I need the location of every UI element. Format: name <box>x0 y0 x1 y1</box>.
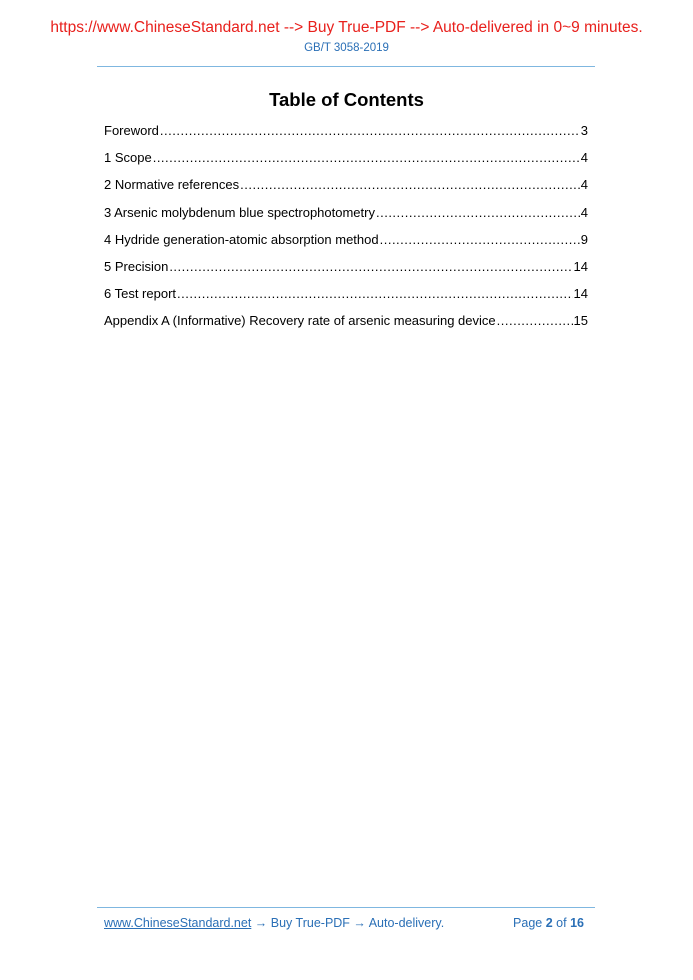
footer-tagline: → Buy True-PDF → Auto-delivery. <box>251 916 445 930</box>
toc-entry-normative-references[interactable] <box>104 175 588 202</box>
footer-divider <box>97 907 595 908</box>
footer-link-group <box>104 916 444 930</box>
toc-entry-text: 6 Test report <box>104 286 177 302</box>
toc-leader-dots <box>497 311 573 331</box>
banner-link-text[interactable]: https://www.ChineseStandard.net --> Buy True-PDF --> Auto-delivered in 0~9 minutes. <box>50 19 643 36</box>
toc-entry-arsenic-molybdenum[interactable] <box>104 203 588 230</box>
toc-entry-page: 9 <box>580 231 588 247</box>
table-of-contents <box>104 121 588 339</box>
toc-entry-text: Foreword <box>104 123 159 138</box>
toc-entry-scope[interactable] <box>104 148 588 175</box>
toc-entry-page: 15 <box>573 313 588 329</box>
toc-entry-page: 4 <box>580 150 588 166</box>
toc-entry-appendix-a[interactable] <box>104 311 588 338</box>
toc-leader-dots <box>160 121 580 141</box>
toc-entry-text: Appendix A (Informative) Recovery rate of arsenic measuring device <box>104 313 496 329</box>
toc-entry-text: 3 Arsenic molybdenum blue spectrophotometry <box>104 204 375 220</box>
header-divider <box>97 66 595 67</box>
toc-leader-dots <box>169 257 572 277</box>
page-of-label: of <box>556 916 567 930</box>
toc-leader-dots <box>376 203 580 223</box>
page-current: 2 <box>545 916 553 930</box>
document-id: GB/T 3058-2019 <box>304 42 389 54</box>
toc-entry-page: 4 <box>580 204 588 220</box>
page-total: 16 <box>570 916 584 930</box>
toc-leader-dots <box>153 148 580 168</box>
toc-leader-dots <box>177 284 573 304</box>
toc-entry-page: 3 <box>580 123 588 138</box>
toc-leader-dots <box>380 230 580 250</box>
toc-entry-precision[interactable] <box>104 257 588 284</box>
toc-entry-test-report[interactable] <box>104 284 588 311</box>
header-banner-link[interactable] <box>0 19 693 37</box>
toc-title: Table of Contents <box>269 89 424 110</box>
page-number <box>513 916 584 930</box>
toc-entry-hydride-generation[interactable] <box>104 230 588 257</box>
footer-site-link[interactable]: www.ChineseStandard.net <box>104 916 252 930</box>
toc-entry-text: 4 Hydride generation-atomic absorption method <box>104 231 379 247</box>
toc-entry-foreword[interactable] <box>104 121 588 148</box>
toc-entry-page: 14 <box>573 258 588 274</box>
toc-entry-page: 14 <box>573 286 588 302</box>
toc-entry-page: 4 <box>580 177 588 193</box>
toc-leader-dots <box>240 175 580 195</box>
toc-entry-text: 2 Normative references <box>104 177 240 193</box>
toc-entry-text: 1 Scope <box>104 150 152 166</box>
toc-entry-text: 5 Precision <box>104 258 169 274</box>
page-label: Page <box>513 916 543 930</box>
